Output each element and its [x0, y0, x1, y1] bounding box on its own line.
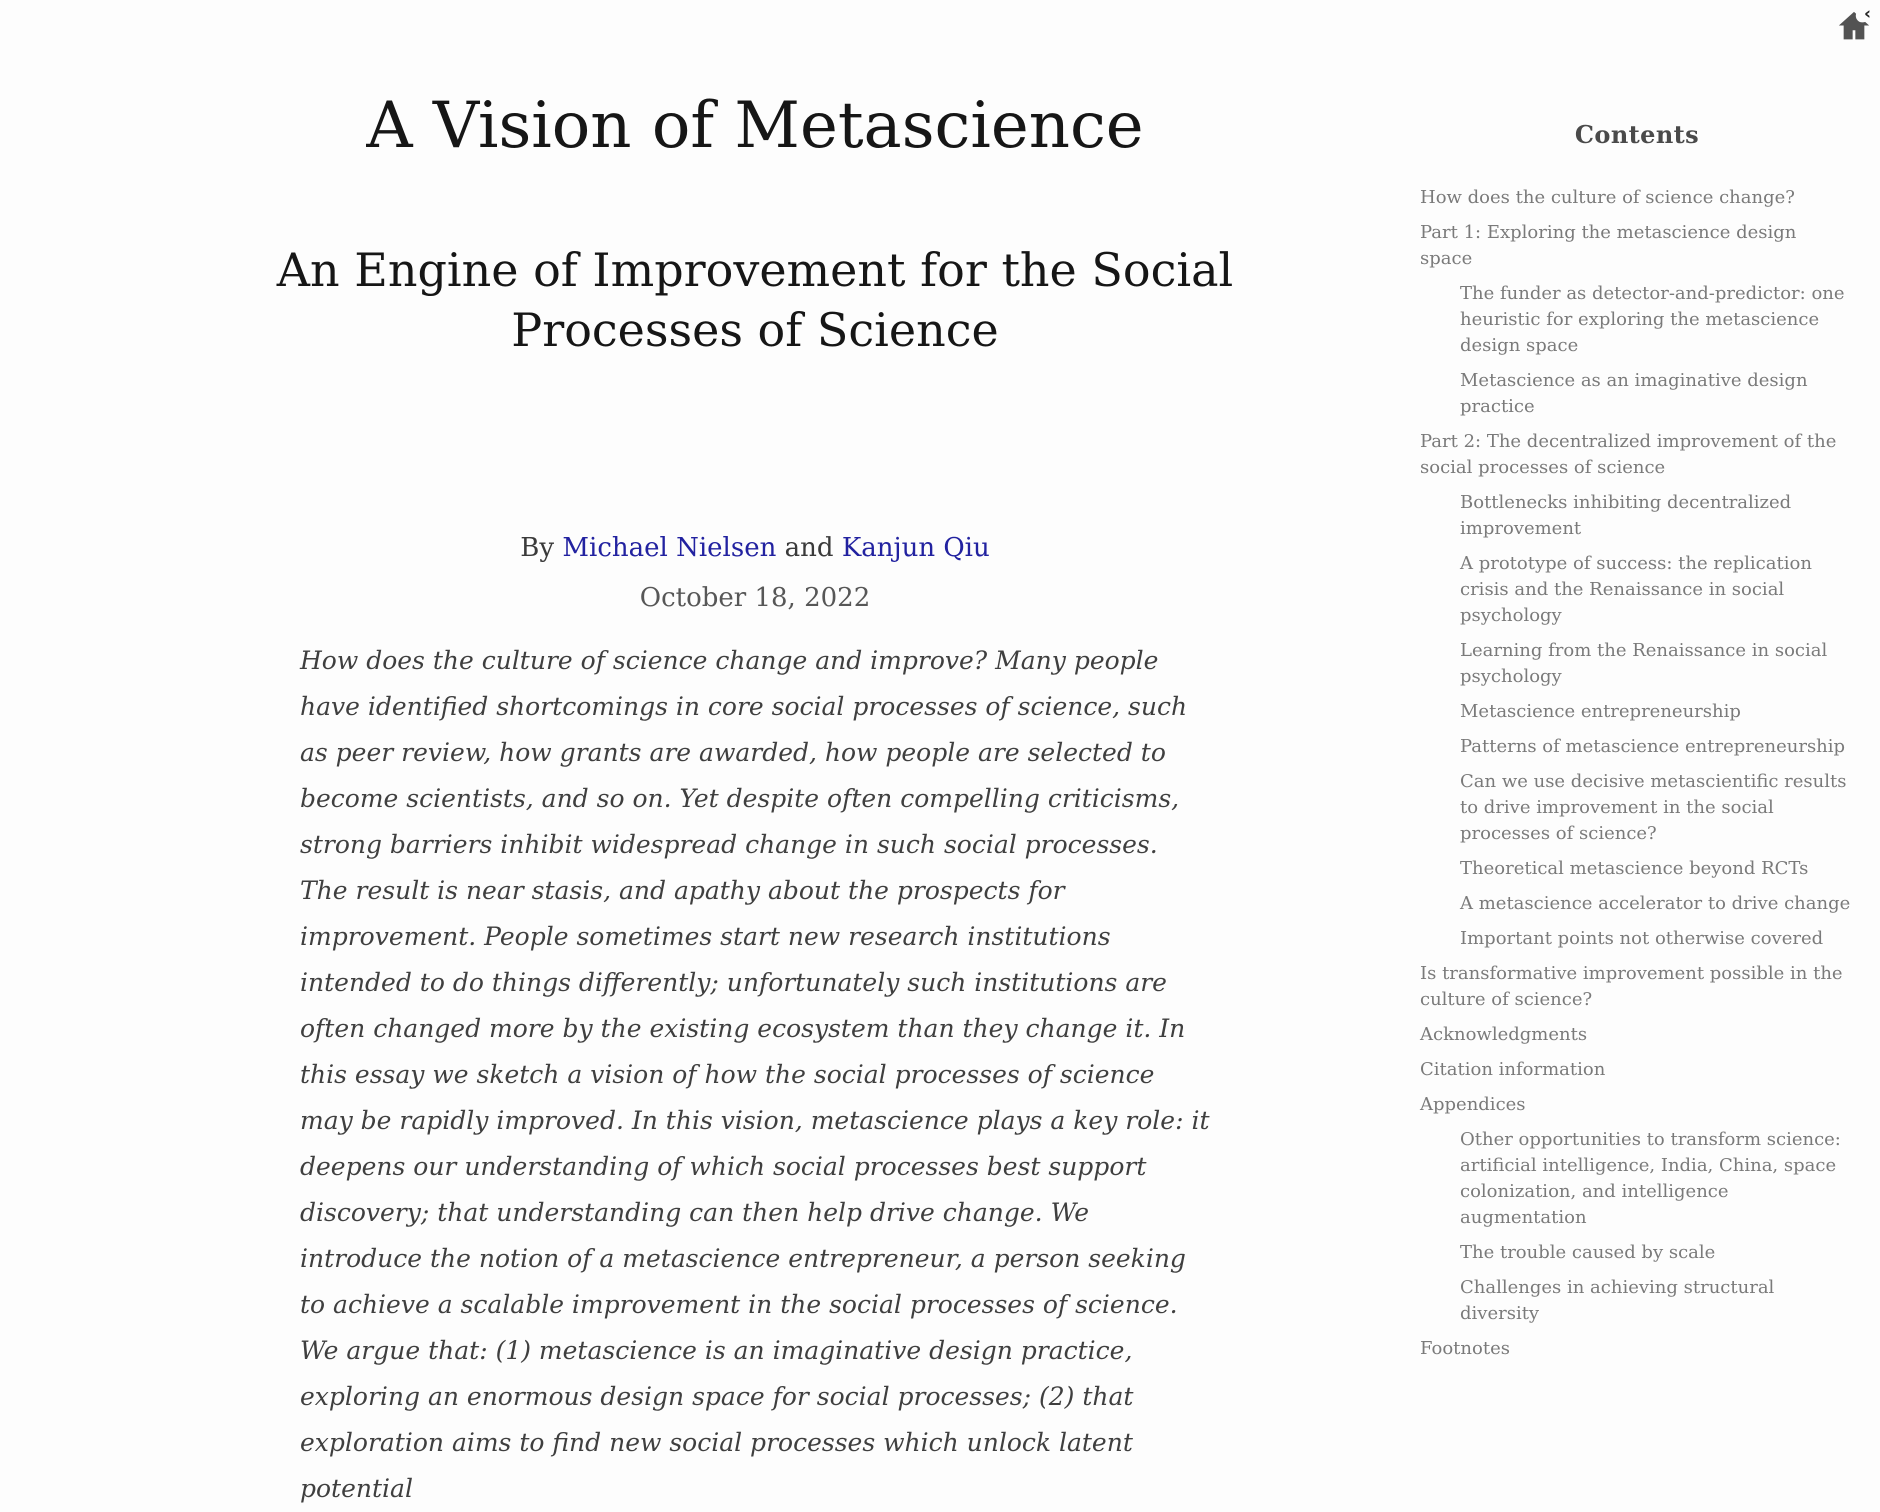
toc-list [1420, 185, 1854, 1362]
toc-item[interactable]: Challenges in achieving structural diversity [1460, 1277, 1775, 1324]
table-of-contents [1420, 0, 1854, 1371]
toc-item[interactable]: Appendices [1420, 1094, 1526, 1115]
byline-prefix: By [520, 533, 555, 564]
toc-item[interactable]: A metascience accelerator to drive change [1460, 893, 1851, 914]
toc-item[interactable]: Theoretical metascience beyond RCTs [1460, 858, 1809, 879]
toc-item[interactable]: Important points not otherwise covered [1460, 928, 1824, 949]
toc-item[interactable]: The trouble caused by scale [1460, 1242, 1716, 1263]
toc-item[interactable]: Patterns of metascience entrepreneurship [1460, 736, 1846, 757]
toc-item[interactable]: Acknowledgments [1420, 1024, 1588, 1045]
toc-item[interactable]: Citation information [1420, 1059, 1606, 1080]
toc-item[interactable]: A prototype of success: the replication crisis and the Renaissance in social psychology [1460, 553, 1812, 626]
author-link-kanjun-qiu[interactable]: Kanjun Qiu [841, 533, 990, 564]
toc-item[interactable]: Learning from the Renaissance in social psychology [1460, 640, 1828, 687]
toc-item[interactable]: The funder as detector-and-predictor: one heuristic for exploring the metascience design space [1460, 283, 1845, 356]
toc-item[interactable]: Metascience as an imaginative design practice [1460, 370, 1808, 417]
toc-item[interactable]: How does the culture of science change? [1420, 187, 1795, 208]
byline-conjunction: and [784, 533, 834, 564]
chevron-left-icon: ‹ [1864, 4, 1872, 24]
toc-item[interactable]: Metascience entrepreneurship [1460, 701, 1741, 722]
toc-item[interactable]: Bottlenecks inhibiting decentralized improvement [1460, 492, 1792, 539]
toc-item[interactable]: Is transformative improvement possible in the culture of science? [1420, 963, 1843, 1010]
publication-date: October 18, 2022 [639, 583, 871, 614]
toc-item[interactable]: Footnotes [1420, 1338, 1510, 1359]
page-title: A Vision of Metascience [366, 89, 1144, 163]
abstract-paragraph: How does the culture of science change and improve? Many people have identified shortcomings in core social processes of science, such as peer review, how grants are awarded, how people are selected to become scientists, and so on. Yet despite often compelling criticisms, strong barriers inhibit widespread change in such social processes. The result is near stasis, and apathy about the prospects for improvement. People sometimes start new research institutions intended to do things differently; unfortunately such institutions are often changed more by the existing ecosystem than they change it. In this essay we sketch a vision of how the social processes of science may be rapidly improved. In this vision, metascience plays a key role: it deepens our understanding of which social processes best support discovery; that understanding can then help drive change. We introduce the notion of a metascience entrepreneur, a person seeking to achieve a scalable improvement in the social processes of science. We argue that: (1) metascience is an imaginative design practice, exploring an enormous design space for social processes; (2) that exploration aims to find new social processes which unlock latent potential [300, 645, 1210, 1503]
toc-item[interactable]: Part 1: Exploring the metascience design space [1420, 222, 1797, 269]
author-link-michael-nielsen[interactable]: Michael Nielsen [562, 533, 777, 564]
toc-heading: Contents [1574, 120, 1700, 149]
article-column [255, 0, 1255, 1512]
toc-item[interactable]: Part 2: The decentralized improvement of the social processes of science [1420, 431, 1837, 478]
byline [255, 532, 1255, 566]
toc-item[interactable]: Can we use decisive metascientific results to drive improvement in the social processes of science? [1460, 771, 1847, 844]
page-subtitle: An Engine of Improvement for the Social Processes of Science [276, 242, 1234, 357]
home-button[interactable] [1836, 4, 1876, 48]
toc-item[interactable]: Other opportunities to transform science: artificial intelligence, India, China, space colonization, and intelligence augmentation [1460, 1129, 1841, 1228]
